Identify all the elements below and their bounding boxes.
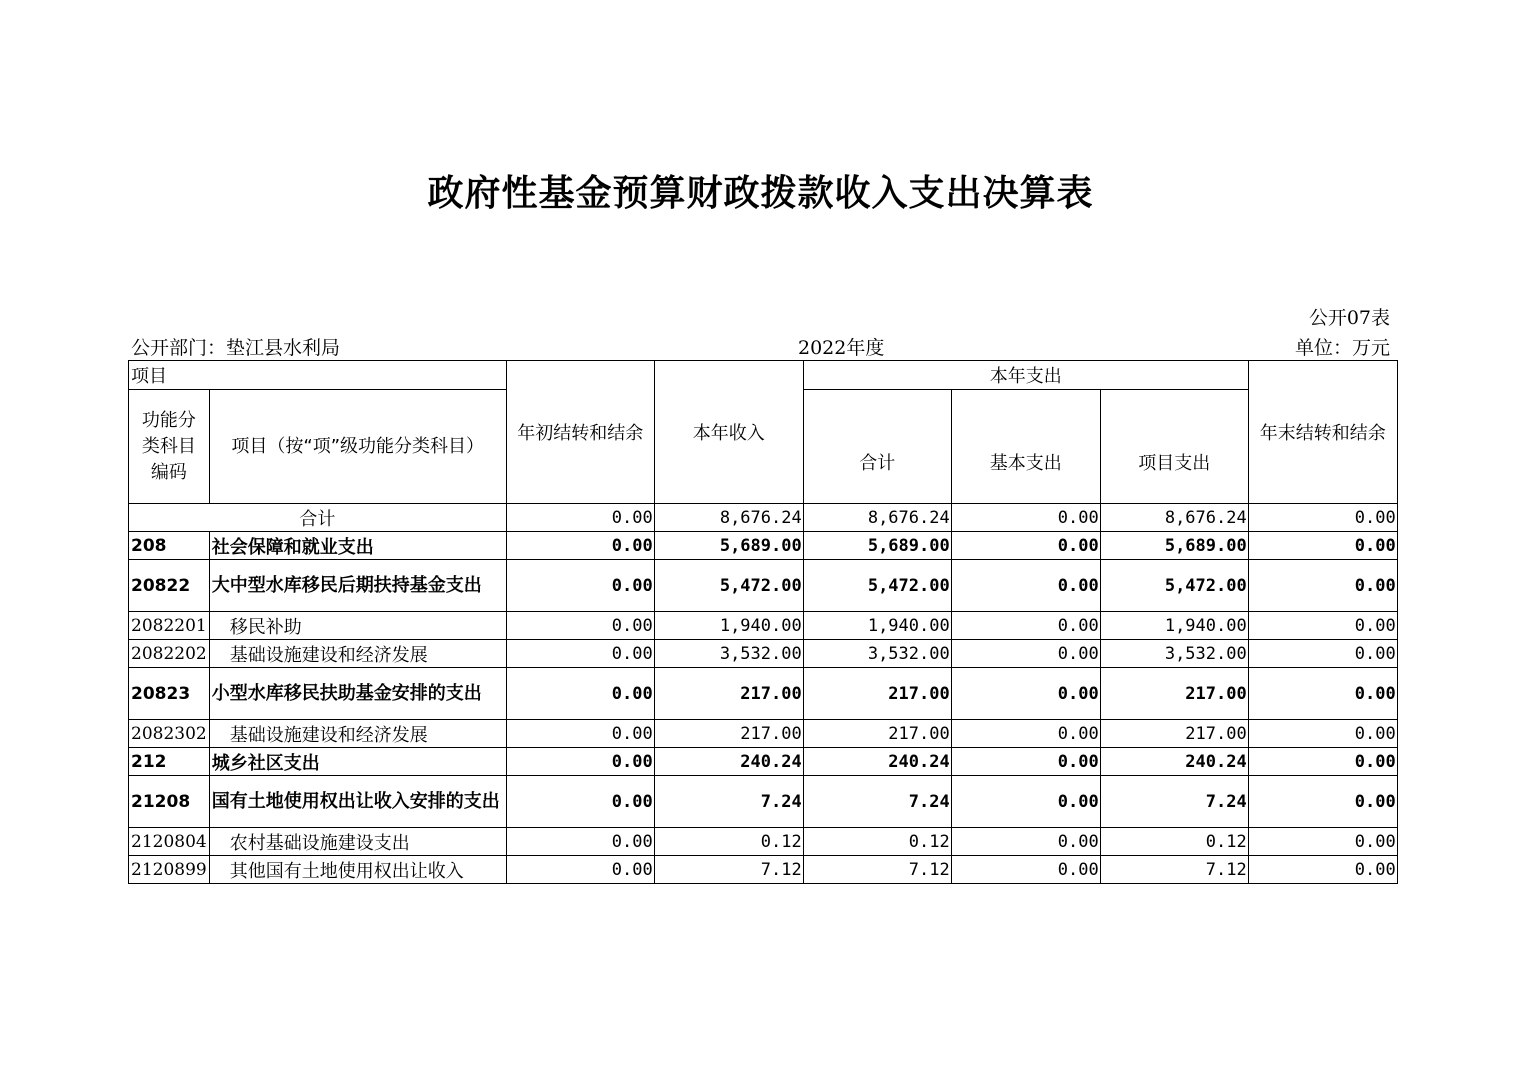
cell-code: 20822 (129, 560, 210, 612)
cell-expense-total: 1,940.00 (803, 612, 951, 640)
cell-expense-project: 240.24 (1100, 748, 1248, 776)
cell-expense-project: 0.12 (1100, 828, 1248, 856)
cell-expense-project: 217.00 (1100, 668, 1248, 720)
cell-expense-basic: 0.00 (951, 532, 1100, 560)
cell-name: 小型水库移民扶助基金安排的支出 (209, 668, 506, 720)
table-row (129, 720, 1398, 748)
header-begin-balance: 年初结转和结余 (506, 361, 654, 504)
cell-expense-project: 7.12 (1100, 856, 1248, 884)
cell-income: 5,472.00 (654, 560, 803, 612)
cell-expense-total: 7.24 (803, 776, 951, 828)
cell-name: 城乡社区支出 (209, 748, 506, 776)
cell-begin-balance: 0.00 (506, 748, 654, 776)
header-income: 本年收入 (654, 361, 803, 504)
cell-expense-project: 8,676.24 (1100, 504, 1248, 532)
department-label: 公开部门：垫江县水利局 (131, 337, 341, 359)
cell-name: 农村基础设施建设支出 (209, 828, 506, 856)
table-row-total (129, 504, 1398, 532)
header-code: 功能分类科目编码 (129, 390, 210, 504)
cell-income: 217.00 (654, 668, 803, 720)
budget-table (128, 360, 1398, 884)
cell-expense-basic: 0.00 (951, 668, 1100, 720)
table-row (129, 748, 1398, 776)
cell-begin-balance: 0.00 (506, 668, 654, 720)
cell-income: 3,532.00 (654, 640, 803, 668)
cell-code: 2082202 (129, 640, 210, 668)
cell-code: 208 (129, 532, 210, 560)
cell-expense-basic: 0.00 (951, 748, 1100, 776)
cell-name: 其他国有土地使用权出让收入 (209, 856, 506, 884)
cell-end-balance: 0.00 (1248, 640, 1397, 668)
header-expense-total: 合计 (803, 390, 951, 504)
cell-name: 移民补助 (209, 612, 506, 640)
cell-expense-total: 217.00 (803, 668, 951, 720)
cell-income: 7.24 (654, 776, 803, 828)
cell-begin-balance: 0.00 (506, 856, 654, 884)
cell-expense-total: 0.12 (803, 828, 951, 856)
header-expense-project: 项目支出 (1100, 390, 1248, 504)
header-end-balance: 年末结转和结余 (1248, 361, 1397, 504)
form-number: 公开07表 (1308, 307, 1390, 329)
unit-label: 单位：万元 (1294, 337, 1390, 359)
cell-begin-balance: 0.00 (506, 612, 654, 640)
cell-end-balance: 0.00 (1248, 828, 1397, 856)
cell-expense-basic: 0.00 (951, 776, 1100, 828)
cell-expense-basic: 0.00 (951, 612, 1100, 640)
cell-begin-balance: 0.00 (506, 560, 654, 612)
cell-code: 2082302 (129, 720, 210, 748)
cell-expense-project: 5,689.00 (1100, 532, 1248, 560)
table-row (129, 612, 1398, 640)
cell-code: 2120899 (129, 856, 210, 884)
cell-begin-balance: 0.00 (506, 532, 654, 560)
cell-end-balance: 0.00 (1248, 776, 1397, 828)
cell-expense-project: 7.24 (1100, 776, 1248, 828)
cell-income: 8,676.24 (654, 504, 803, 532)
cell-name: 基础设施建设和经济发展 (209, 640, 506, 668)
header-item: 项目 (129, 361, 507, 390)
cell-expense-basic: 0.00 (951, 560, 1100, 612)
cell-income: 1,940.00 (654, 612, 803, 640)
cell-name: 基础设施建设和经济发展 (209, 720, 506, 748)
cell-begin-balance: 0.00 (506, 720, 654, 748)
cell-code: 21208 (129, 776, 210, 828)
fiscal-year: 2022年度 (798, 337, 885, 359)
cell-income: 240.24 (654, 748, 803, 776)
cell-expense-project: 3,532.00 (1100, 640, 1248, 668)
cell-expense-project: 217.00 (1100, 720, 1248, 748)
table-row (129, 560, 1398, 612)
cell-name: 社会保障和就业支出 (209, 532, 506, 560)
cell-expense-total: 217.00 (803, 720, 951, 748)
table-row (129, 668, 1398, 720)
cell-begin-balance: 0.00 (506, 828, 654, 856)
cell-expense-total: 5,689.00 (803, 532, 951, 560)
cell-end-balance: 0.00 (1248, 560, 1397, 612)
cell-expense-total: 240.24 (803, 748, 951, 776)
cell-expense-project: 1,940.00 (1100, 612, 1248, 640)
cell-income: 5,689.00 (654, 532, 803, 560)
cell-end-balance: 0.00 (1248, 856, 1397, 884)
cell-expense-project: 5,472.00 (1100, 560, 1248, 612)
header-expense-group: 本年支出 (803, 361, 1248, 390)
table-row (129, 856, 1398, 884)
table-row (129, 640, 1398, 668)
page-title: 政府性基金预算财政拨款收入支出决算表 (427, 173, 1094, 214)
table-row (129, 532, 1398, 560)
cell-begin-balance: 0.00 (506, 504, 654, 532)
cell-expense-total: 8,676.24 (803, 504, 951, 532)
cell-expense-total: 3,532.00 (803, 640, 951, 668)
table-row (129, 828, 1398, 856)
cell-end-balance: 0.00 (1248, 748, 1397, 776)
cell-end-balance: 0.00 (1248, 720, 1397, 748)
cell-expense-basic: 0.00 (951, 640, 1100, 668)
cell-expense-basic: 0.00 (951, 720, 1100, 748)
cell-code: 20823 (129, 668, 210, 720)
header-expense-basic: 基本支出 (951, 390, 1100, 504)
cell-code: 212 (129, 748, 210, 776)
cell-end-balance: 0.00 (1248, 532, 1397, 560)
cell-name: 国有土地使用权出让收入安排的支出 (209, 776, 506, 828)
cell-income: 217.00 (654, 720, 803, 748)
cell-income: 0.12 (654, 828, 803, 856)
cell-expense-basic: 0.00 (951, 504, 1100, 532)
cell-income: 7.12 (654, 856, 803, 884)
cell-begin-balance: 0.00 (506, 776, 654, 828)
table-row (129, 776, 1398, 828)
cell-code: 2082201 (129, 612, 210, 640)
cell-code: 2120804 (129, 828, 210, 856)
cell-end-balance: 0.00 (1248, 504, 1397, 532)
total-label: 合计 (129, 504, 507, 532)
cell-expense-basic: 0.00 (951, 828, 1100, 856)
cell-expense-basic: 0.00 (951, 856, 1100, 884)
header-name: 项目（按“项”级功能分类科目） (209, 390, 506, 504)
cell-expense-total: 7.12 (803, 856, 951, 884)
cell-expense-total: 5,472.00 (803, 560, 951, 612)
cell-end-balance: 0.00 (1248, 668, 1397, 720)
cell-end-balance: 0.00 (1248, 612, 1397, 640)
cell-name: 大中型水库移民后期扶持基金支出 (209, 560, 506, 612)
cell-begin-balance: 0.00 (506, 640, 654, 668)
